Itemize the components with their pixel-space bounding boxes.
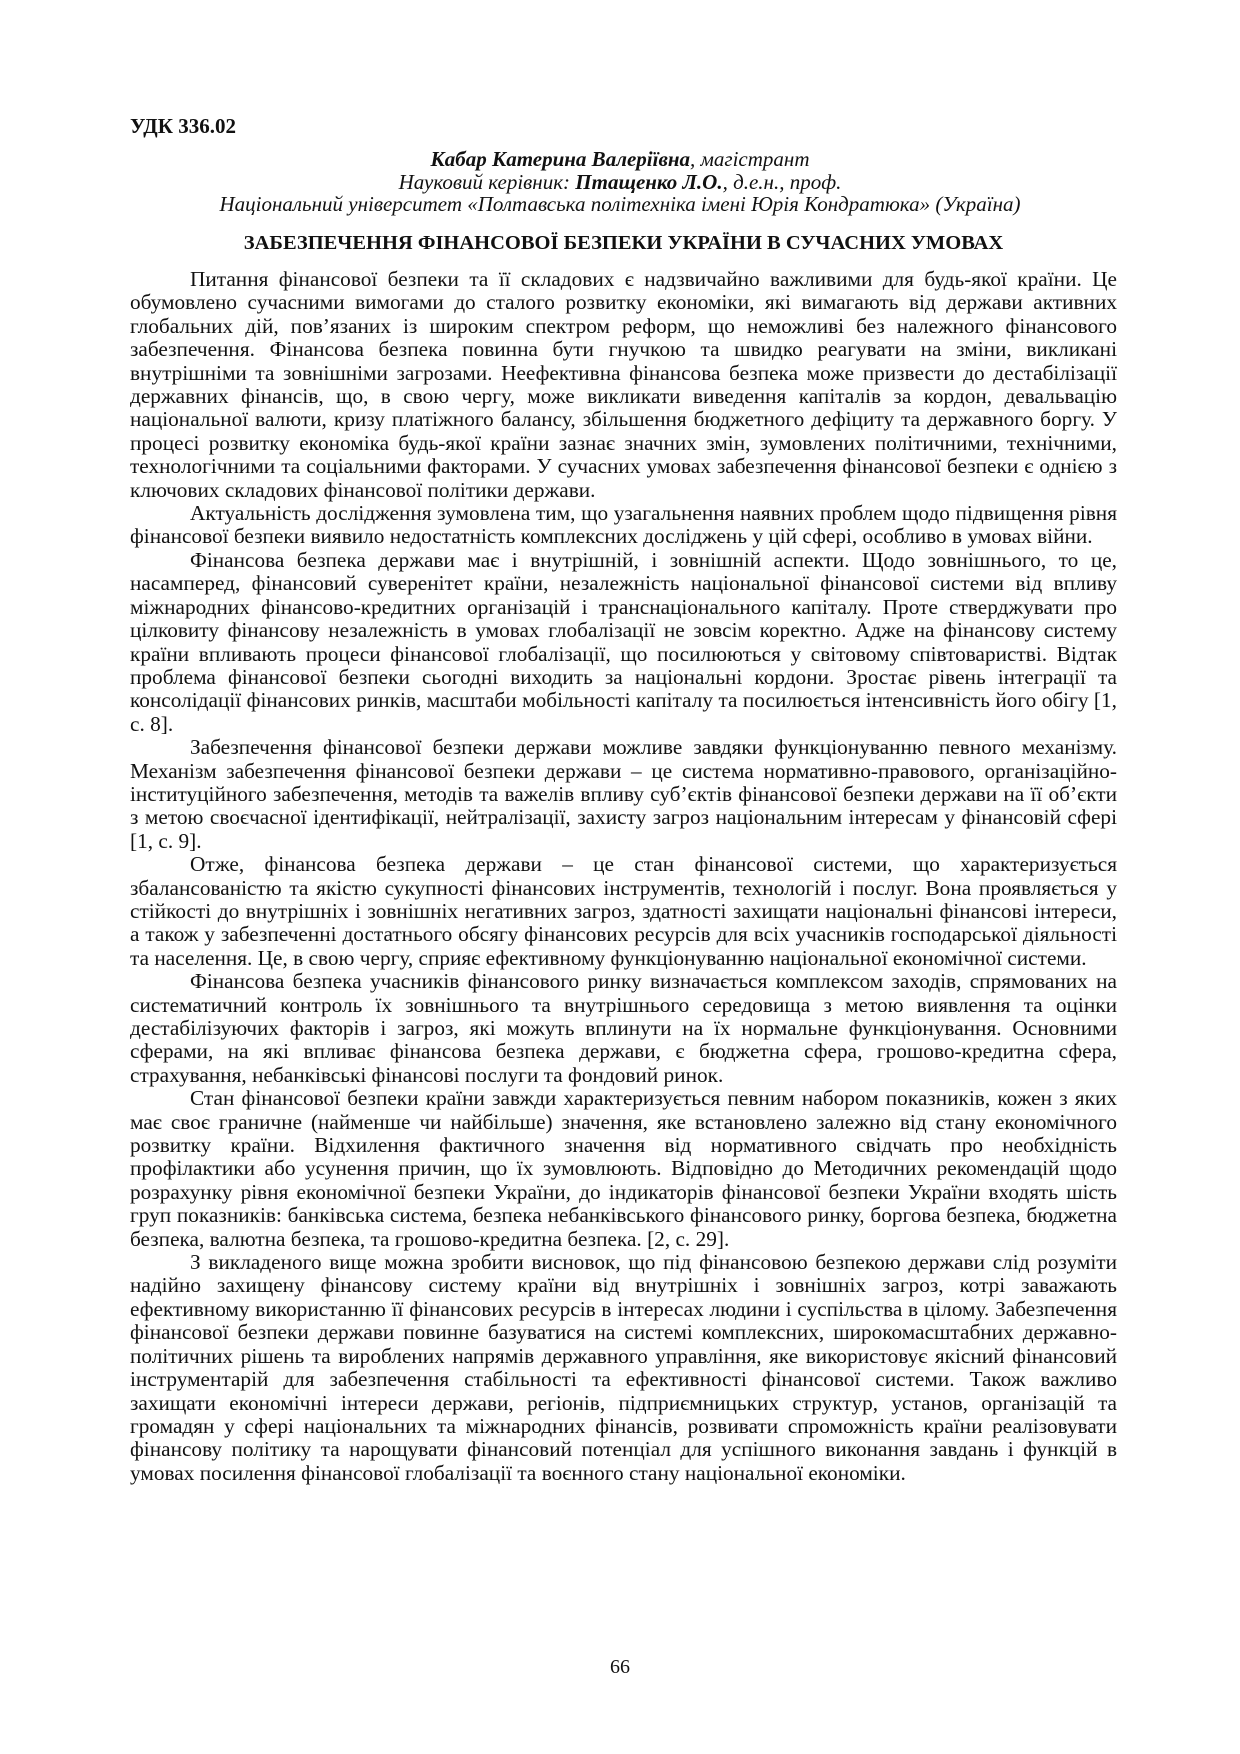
paragraph: Фінансова безпека учасників фінансового ринку визначається комплексом заходів, спрямованих на систематичний контроль їх зовнішнього та внутрішнього середовища з метою виявлення та оцінки дестабілізуючих факторів і загроз, які можуть вплинути на їх нормальне функціонування. Основними сферами, на які впливає фінансова безпека держави, є бюджетна сфера, грошово-кредитна сфера, страхування, небанківські фінансові послуги та фондовий ринок. bbox=[130, 969, 1117, 1087]
paragraph: Фінансова безпека держави має і внутрішній, і зовнішній аспекти. Щодо зовнішнього, то це, насамперед, фінансовий суверенітет країни, незалежність національної фінансової системи від впливу міжнародних фінансово-кредитних організацій і транснаціонального капіталу. Проте стверджувати про цілковиту фінансову незалежність в умовах глобалізації не зовсім коректно. Адже на фінансову систему країни впливають процеси фінансової глобалізації, що посилюються у світовому співтоваристві. Відтак проблема фінансової безпеки сьогодні виходить за національні кордони. Зростає рівень інтеграції та консолідації фінансових ринків, масштаби мобільності капіталу та посилюється інтенсивність його обігу [1, с. 8]. bbox=[130, 547, 1117, 736]
paragraph: Стан фінансової безпеки країни завжди характеризується певним набором показників, кожен з яких має своє граничне (найменше чи найбільше) значення, яке встановлено залежно від стану економічного розвитку країни. Відхилення фактичного значення від нормативного свідчать про необхідність профілактики або усунення причин, що їх зумовлюють. Відповідно до Методичних рекомендацій щодо розрахунку рівня економічної безпеки України, до індикаторів фінансової безпеки України входять шість груп показників: банківська система, безпека небанківського фінансового ринку, боргова безпека, бюджетна безпека, валютна безпека, та грошово-кредитна безпека. [2, с. 29]. bbox=[130, 1086, 1117, 1251]
supervisor-degree: , д.е.н., проф. bbox=[722, 170, 842, 194]
author-name: Кабар Катерина Валеріївна bbox=[430, 147, 690, 171]
udk-code: УДК 336.02 bbox=[130, 114, 236, 138]
paragraph: Питання фінансової безпеки та її складових є надзвичайно важливими для будь-якої країни. Це обумовлено сучасними вимогами до сталого розвитку економіки, які вимагають від держави активних глобальних дій, пов’язаних із широким спектром реформ, що неможливі без належного фінансового забезпечення. Фінансова безпека повинна бути гнучкою та швидко реагувати на зміни, викликані внутрішніми та зовнішніми загрозами. Неефективна фінансова безпека може призвести до дестабілізації державних фінансів, що, в свою чергу, може викликати виведення капіталів за кордон, девальвацію національної валюти, кризу платіжного балансу, збільшення бюджетного дефіциту та державного боргу. У процесі розвитку економіка будь-якої країни зазнає значних змін, зумовлених політичними, технічними, технологічними та соціальними факторами. У сучасних умовах забезпечення фінансової безпеки є однією з ключових складових фінансової політики держави. bbox=[130, 267, 1117, 502]
supervisor-line bbox=[0, 171, 1240, 193]
supervisor-label: Науковий керівник: bbox=[398, 170, 576, 194]
paragraph: З викладеного вище можна зробити висновок, що під фінансовою безпекою держави слід розуміти надійно захищену фінансову систему країни від внутрішніх і зовнішніх загроз, котрі заважають ефективному використанню її фінансових ресурсів в інтересах людини і суспільства в цілому. Забезпечення фінансової безпеки держави повинне базуватися на системі комплексних, широкомасштабних державно-політичних рішень та вироблених напрямів державного управління, яке використовує якісний фінансовий інструментарій для забезпечення стабільності та ефективності фінансової системи. Також важливо захищати економічні інтереси держави, регіонів, підприємницьких структур, установ, організацій та громадян у сфері національних та міжнародних фінансів, розвивати спроможність країни реалізовувати фінансову політику та нарощувати фінансовий потенціал для успішного виконання завдань і функцій в умовах посилення фінансової глобалізації та воєнного стану національної економіки. bbox=[130, 1250, 1117, 1485]
institution: Національний університет «Полтавська політехніка імені Юрія Кондратюка» (Україна) bbox=[219, 192, 1021, 216]
page-number: 66 bbox=[610, 1656, 630, 1678]
author-role: , магістрант bbox=[690, 147, 810, 171]
paper-body bbox=[130, 268, 1117, 1485]
paragraph: Отже, фінансова безпека держави – це стан фінансової системи, що характеризується збалансованістю та якістю сукупності фінансових інструментів, технологій і послуг. Вона проявляється у стійкості до внутрішніх і зовнішніх негативних загроз, здатності захищати національні фінансові інтереси, а також у забезпеченні достатнього обсягу фінансових ресурсів для всіх учасників господарської діяльності та населення. Це, в свою чергу, сприяє ефективному функціонуванню національної економічної системи. bbox=[130, 852, 1117, 970]
paper-title: ЗАБЕЗПЕЧЕННЯ ФІНАНСОВОЇ БЕЗПЕКИ УКРАЇНИ В СУЧАСНИХ УМОВАХ bbox=[243, 232, 1004, 254]
supervisor-name: Птащенко Л.О. bbox=[575, 170, 723, 194]
paragraph: Забезпечення фінансової безпеки держави можливе завдяки функціонуванню певного механізму. Механізм забезпечення фінансової безпеки держави – це система нормативно-правового, організаційно-інституційного забезпечення, методів та важелів впливу суб’єктів фінансової безпеки держави на її об’єкти з метою своєчасної ідентифікації, нейтралізації, захисту загроз національним інтересам у фінансовій сфері [1, с. 9]. bbox=[130, 735, 1117, 853]
author-line bbox=[0, 148, 1240, 170]
paragraph: Актуальність дослідження зумовлена тим, що узагальнення наявних проблем щодо підвищення рівня фінансової безпеки виявило недостатність комплексних досліджень у цій сфері, особливо в умовах війни. bbox=[130, 501, 1117, 549]
